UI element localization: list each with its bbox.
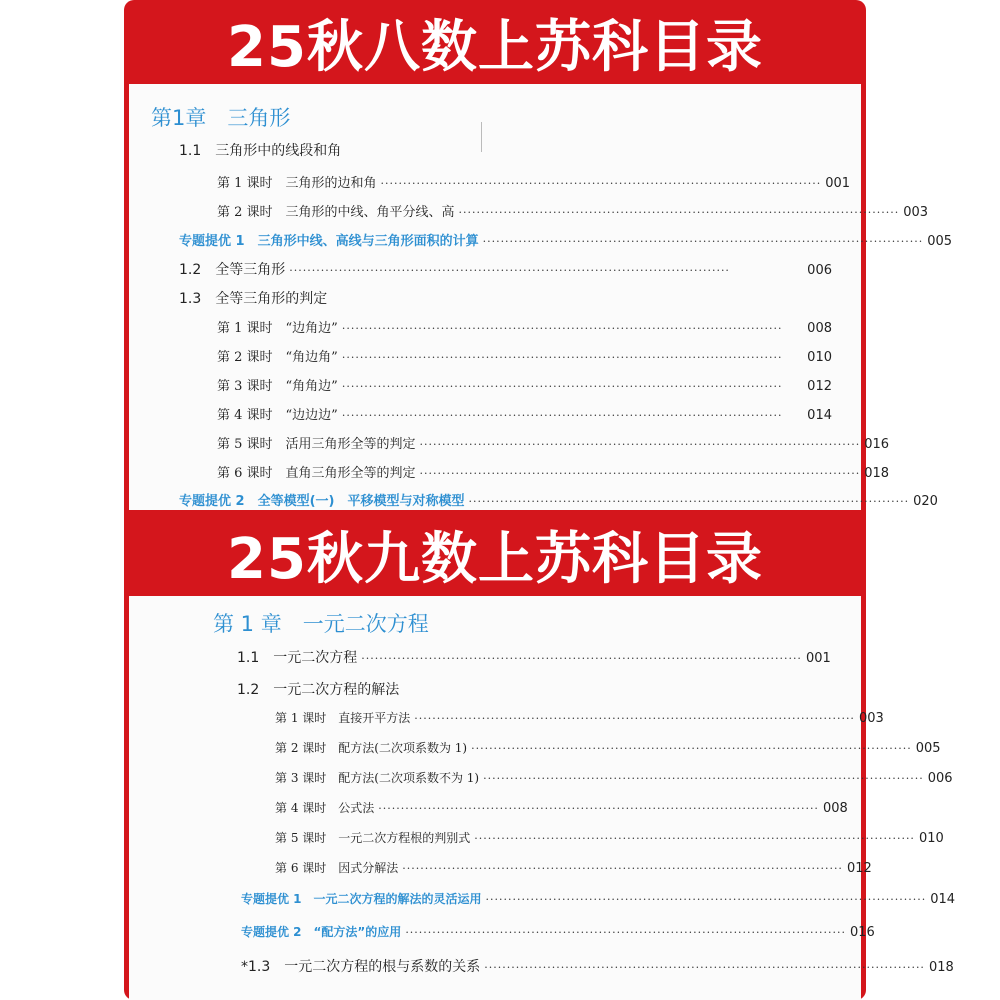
toc-section: 1.1 三角形中的线段和角 <box>179 143 342 159</box>
toc-special-topic: 专题提优 2 全等模型(一) 平移模型与对称模型 ·································································································· 020 <box>179 494 938 509</box>
toc-section: 1.3 全等三角形的判定 <box>179 291 328 307</box>
toc-section: *1.3 一元二次方程的根与系数的关系 ·································································································· 018 <box>241 959 954 975</box>
toc-item: 第 1 课时 “边角边” ·································································································· 008 <box>217 321 832 336</box>
toc-item: 第 3 课时 配方法(二次项系数不为 1) ·································································································· 006 <box>275 771 953 786</box>
toc-item: 第 2 课时 “角边角” ·································································································· 010 <box>217 350 832 365</box>
grade8-toc-page <box>129 84 953 510</box>
toc-section: 1.2 一元二次方程的解法 <box>237 682 400 698</box>
toc-section: 1.1 一元二次方程 ·································································································· 001 <box>237 650 831 666</box>
toc-item: 第 2 课时 三角形的中线、角平分线、高 ·································································································· 003 <box>217 205 929 220</box>
grade9-toc-page <box>129 596 956 1000</box>
toc-item: 第 5 课时 一元二次方程根的判别式 ·································································································· 010 <box>275 831 944 846</box>
toc-item: 第 6 课时 因式分解法 ·································································································· 012 <box>275 861 872 876</box>
grade8-banner-title: 25秋八数上苏科目录 <box>227 15 763 80</box>
toc-item: 第 3 课时 “角角边” ·································································································· 012 <box>217 379 832 394</box>
toc-special-topic: 专题提优 1 一元二次方程的解法的灵活运用 ·································································································· 014 <box>241 892 956 907</box>
chapter-title: 第1章 三角形 <box>151 106 291 130</box>
toc-item: 第 1 课时 直接开平方法 ·································································································· 003 <box>275 711 884 726</box>
toc-special-topic: 专题提优 1 三角形中线、高线与三角形面积的计算 ·································································································· 005 <box>179 234 953 249</box>
toc-special-topic: 专题提优 2 “配方法”的应用 ·································································································· 016 <box>241 925 875 940</box>
toc-section: 1.2 全等三角形 ·································································································· 006 <box>179 262 832 278</box>
toc-item: 第 2 课时 配方法(二次项系数为 1) ·································································································· 005 <box>275 741 941 756</box>
toc-item: 第 4 课时 公式法 ·································································································· 008 <box>275 801 848 816</box>
toc-item: 第 5 课时 活用三角形全等的判定 ·································································································· 016 <box>217 437 890 452</box>
grade9-banner-title: 25秋九数上苏科目录 <box>227 527 763 592</box>
toc-item: 第 1 课时 三角形的边和角 ·································································································· 001 <box>217 176 851 191</box>
toc-item: 第 4 课时 “边边边” ·································································································· 014 <box>217 408 832 423</box>
toc-item: 第 6 课时 直角三角形全等的判定 ·································································································· 018 <box>217 466 890 481</box>
catalog-frame <box>124 0 956 1000</box>
chapter-title: 第 1 章 一元二次方程 <box>213 612 429 636</box>
